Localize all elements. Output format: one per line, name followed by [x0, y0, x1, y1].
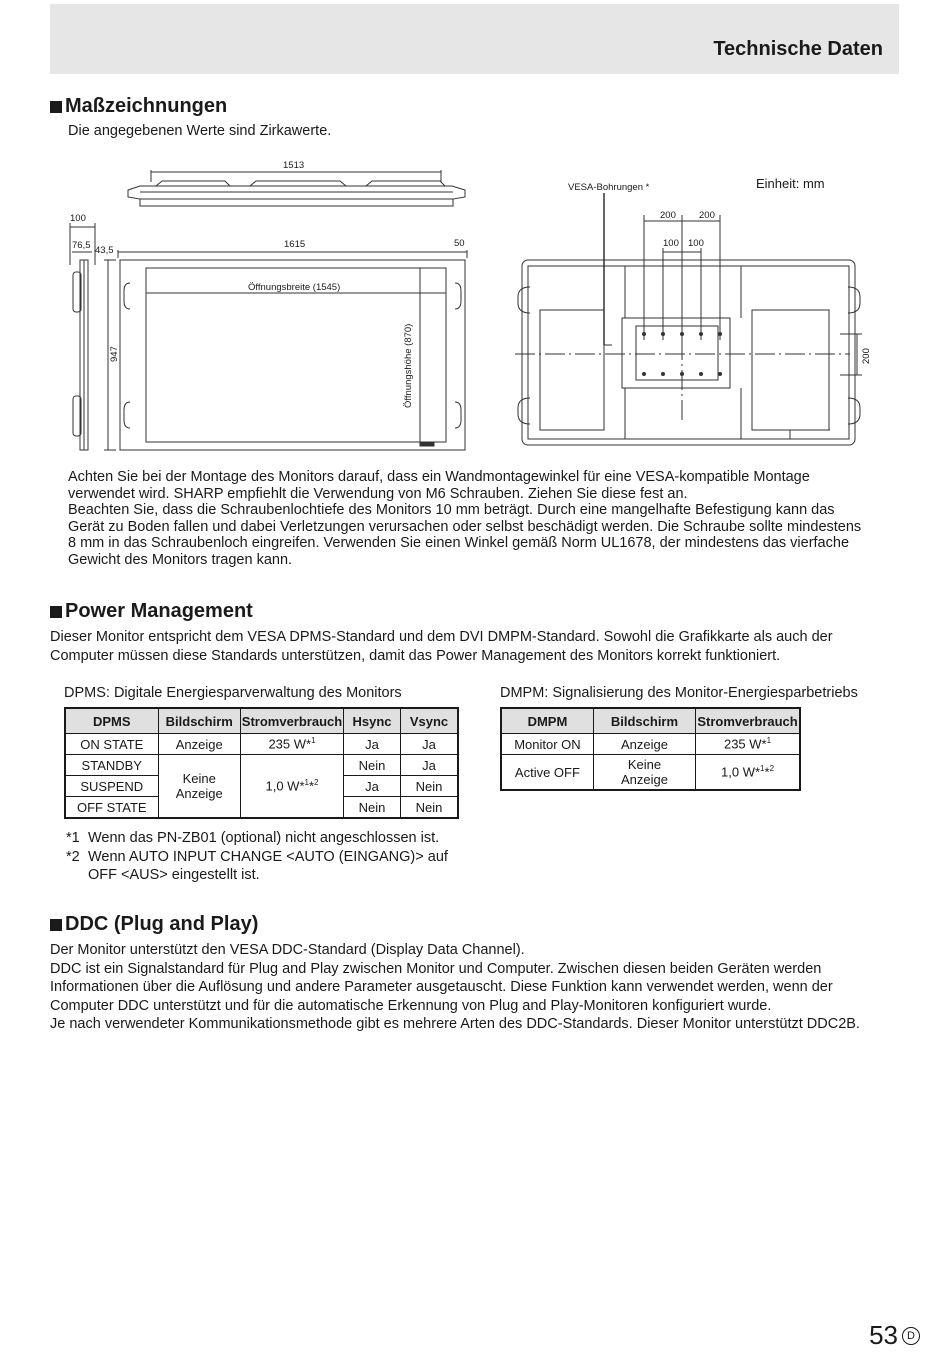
- language-badge: D: [902, 1327, 920, 1345]
- ddc-paragraph: Der Monitor unterstützt den VESA DDC-Standard (Display Data Channel). DDC ist ein Signalstandard für Plug and Play zwischen Monitor und Computer. Zwischen diesen beiden Geräten werden Informationen über die Auflösung und andere Parameter ausgetauscht. Diese Funktion kann verwendet werden, wenn der Computer DDC unterstützt und für die automatische Erkennung von Plug and Play-Monitoren konfiguriert wurde. Je nach verwendeter Kommunikationsmethode gibt es mehrere Arten des DDC-Standards. Dieser Monitor unterstützt DDC2B.: [50, 942, 860, 1032]
- section-heading-power: Power Management: [50, 600, 253, 623]
- dim-label-vesa-200v: 200: [861, 348, 872, 364]
- dim-label-vesa-200b: 200: [699, 210, 715, 221]
- section-heading-ddc: DDC (Plug and Play): [50, 913, 258, 936]
- section-heading-dimensions: Maßzeichnungen: [50, 95, 227, 118]
- table-row: Active OFF Keine Anzeige 1,0 W*$^1$*$^2$: [501, 755, 800, 791]
- dpms-caption: DPMS: Digitale Energiesparverwaltung des Monitors: [64, 685, 402, 701]
- dimensions-subtitle: Die angegebenen Werte sind Zirkawerte.: [68, 123, 332, 139]
- dim-label-1615: 1615: [284, 239, 306, 250]
- dim-label-opening-width: Öffnungsbreite (1545): [248, 282, 341, 293]
- dmpm-caption: DMPM: Signalisierung des Monitor-Energiesparbetriebs: [500, 685, 858, 701]
- footnote-item: *1 Wenn das PN-ZB01 (optional) nicht angeschlossen ist.: [66, 830, 440, 846]
- dim-label-opening-height: Öffnungshöhe (870): [403, 323, 414, 408]
- footnote-item: OFF <AUS> eingestellt ist.: [88, 867, 260, 883]
- table-header-row: DPMS Bildschirm Stromverbrauch Hsync Vsync: [65, 708, 458, 734]
- page-section-title: Technische Daten: [713, 38, 883, 60]
- dim-label-vesa-100a: 100: [663, 238, 679, 249]
- dim-label-1513: 1513: [283, 160, 305, 171]
- dim-label-vesa-200a: 200: [660, 210, 676, 221]
- table-header-row: DMPM Bildschirm Stromverbrauch: [501, 708, 800, 734]
- table-row: STANDBY Keine Anzeige 1,0 W*$^1$*$^2$ Nein Ja: [65, 755, 458, 776]
- bullet-square-icon: [50, 919, 62, 931]
- unit-label: Einheit: mm: [756, 176, 825, 191]
- mounting-paragraph: Achten Sie bei der Montage des Monitors darauf, dass ein Wandmontagewinkel für eine VESA-kompatible Montage verwendet wird. SHARP empfiehlt die Verwendung von M6 Schrauben. Ziehen Sie diese fest an. Beachten Sie, dass die Schraubenlochtiefe des Monitors 10 mm beträgt. Durch eine mangelhafte Befestigung kann das Gerät zu Boden fallen und dabei Verletzungen verursachen oder selbst beschädigt werden. Die Schraube sollte mindestens 8 mm in das Schraubenloch eingreifen. Verwenden Sie einen Winkel gemäß Norm UL1678, der mindestens das vierfache Gewicht des Monitors tragen kann.: [68, 469, 862, 568]
- dpms-table: [64, 707, 459, 819]
- dim-label-100: 100: [70, 213, 86, 224]
- dimension-drawing: [0, 0, 950, 470]
- dim-label-50: 50: [454, 238, 465, 249]
- power-paragraph: Dieser Monitor entspricht dem VESA DPMS-Standard und dem DVI DMPM-Standard. Sowohl die Grafikkarte als auch der Computer müssen diese Standards unterstützen, damit das Power Management des Monitors korrekt funktioniert.: [50, 629, 833, 664]
- footnote-item: *2 Wenn AUTO INPUT CHANGE <AUTO (EINGANG)> auf: [66, 848, 448, 865]
- table-row: OFF STATE Nein Nein: [65, 797, 458, 819]
- dim-label-43-5: 43,5: [95, 245, 114, 256]
- dim-label-vesa-100b: 100: [688, 238, 704, 249]
- table-row: Monitor ON Anzeige 235 W*$^1$: [501, 734, 800, 755]
- dim-label-947: 947: [109, 346, 120, 362]
- page-number: 53 D: [869, 1320, 920, 1351]
- table-row: ON STATE Anzeige 235 W*$^1$ Ja Ja: [65, 734, 458, 755]
- dim-label-76-5: 76,5: [72, 240, 91, 251]
- vesa-holes-label: VESA-Bohrungen *: [568, 182, 650, 193]
- table-row: SUSPEND Ja Nein: [65, 776, 458, 797]
- bullet-square-icon: [50, 606, 62, 618]
- footnotes: [66, 829, 448, 885]
- dmpm-table: [500, 707, 801, 791]
